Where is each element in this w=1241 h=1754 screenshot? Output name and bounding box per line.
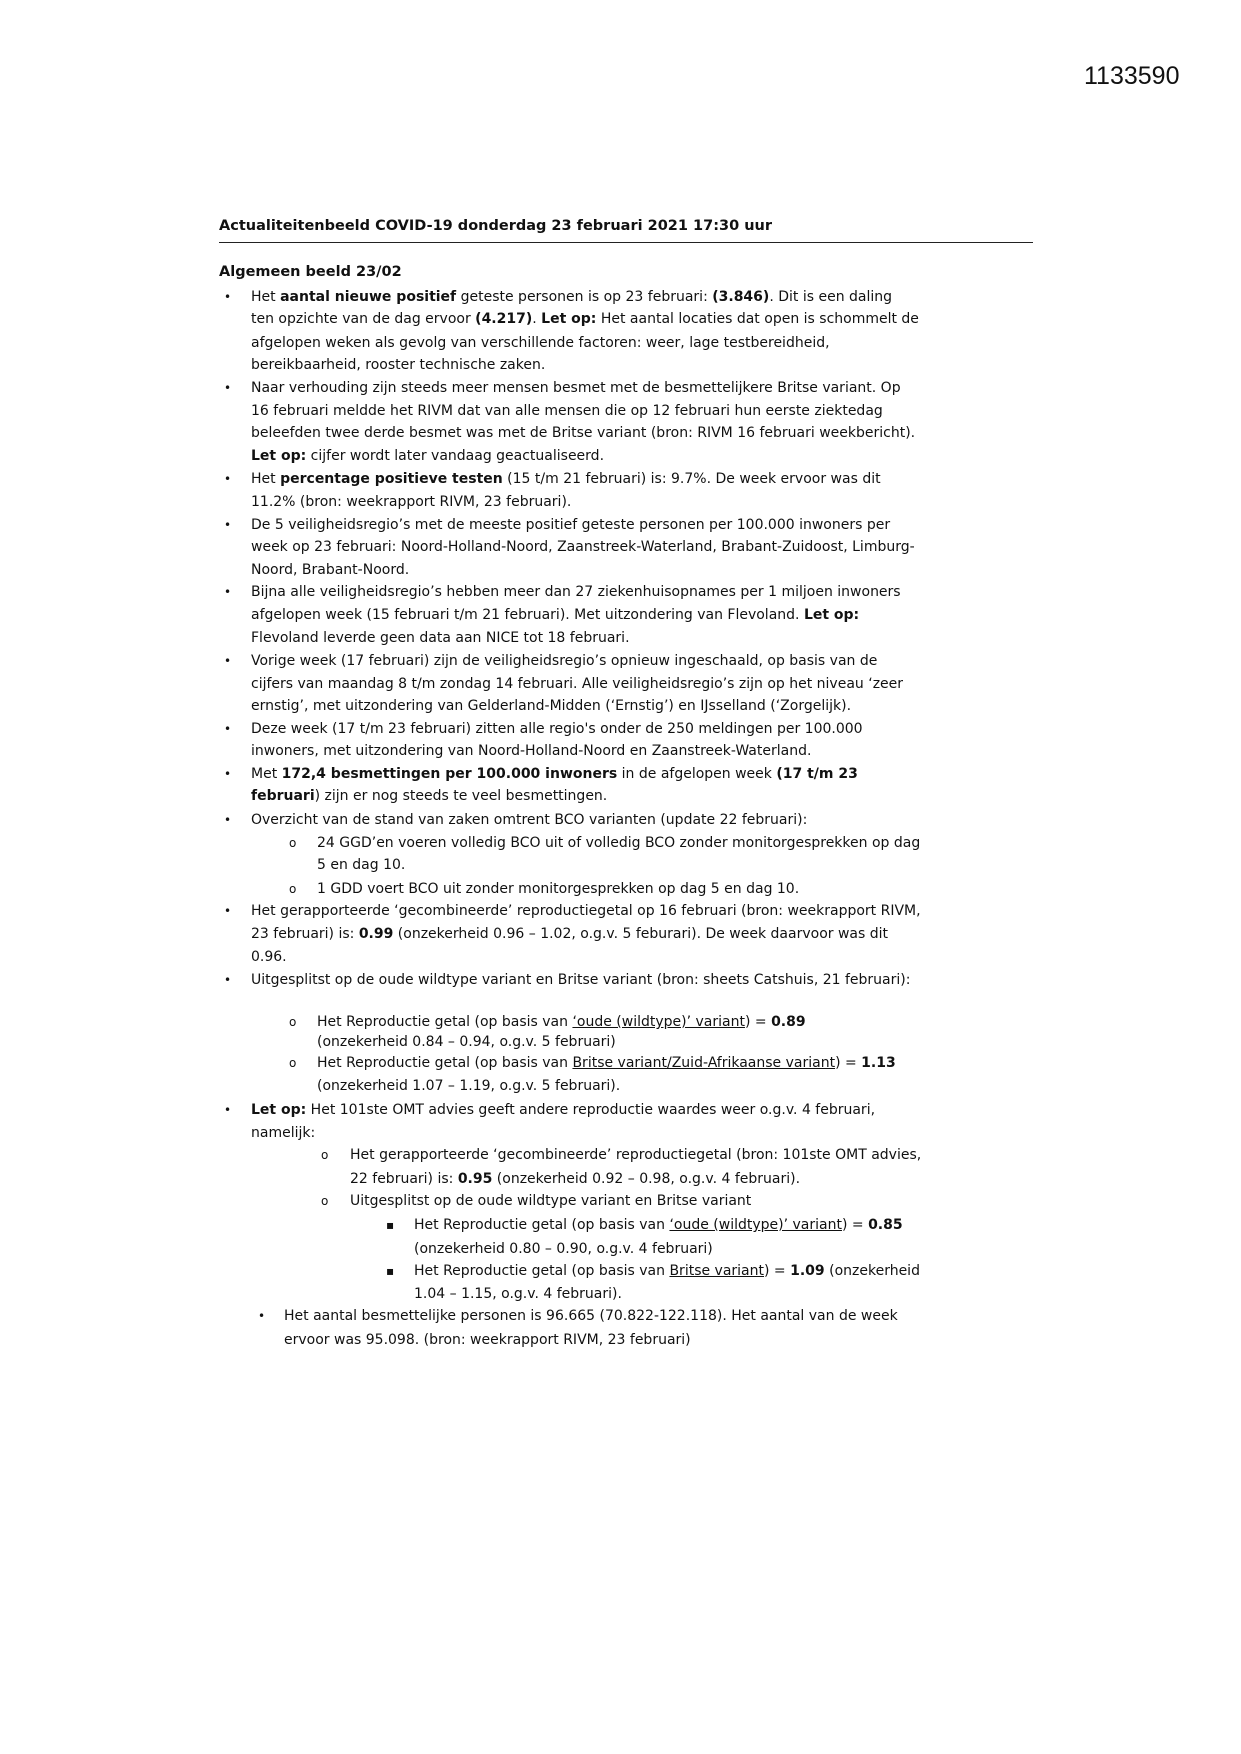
text-segment: (onzekerheid 0.84 – 0.94, o.g.v. 5 februari) bbox=[317, 1034, 616, 1050]
underlined-text: Britse variant bbox=[669, 1263, 765, 1279]
text-line bbox=[251, 332, 830, 354]
bullet-icon: • bbox=[258, 1309, 266, 1323]
text-segment: Het bbox=[251, 289, 281, 305]
bold-text: februari bbox=[251, 788, 315, 804]
bullet-icon: • bbox=[224, 290, 232, 304]
document-number: 1133590 bbox=[1084, 62, 1180, 90]
text-line bbox=[251, 946, 287, 968]
text-segment: Vorige week (17 februari) zijn de veiligheidsregio’s opnieuw ingeschaald, op basis van de bbox=[251, 653, 878, 669]
text-line bbox=[251, 354, 545, 376]
text-line bbox=[251, 673, 903, 695]
text-line bbox=[251, 650, 877, 672]
bold-text: Let op: bbox=[251, 448, 307, 464]
text-segment: geteste personen is op 23 februari: bbox=[456, 289, 713, 305]
bold-text: (3.846) bbox=[712, 289, 770, 305]
text-line bbox=[251, 740, 811, 762]
text-segment: ) = bbox=[744, 1014, 772, 1030]
text-segment: De 5 veiligheidsregio’s met de meeste positief geteste personen per 100.000 inwoners per bbox=[251, 517, 891, 533]
text-segment: beleefden twee derde besmet was met de Britse variant (bron: RIVM 16 februari weekbericht). bbox=[251, 425, 916, 441]
text-line bbox=[251, 695, 851, 717]
text-line bbox=[350, 1168, 800, 1190]
text-segment: ervoor was 95.098. (bron: weekrapport RIVM, 23 februari) bbox=[284, 1332, 691, 1348]
text-segment: Het Reproductie getal (op basis van bbox=[317, 1055, 573, 1071]
section-heading: Algemeen beeld 23/02 bbox=[219, 264, 402, 280]
text-line bbox=[251, 785, 607, 807]
underlined-text: Britse variant/Zuid-Afrikaanse variant bbox=[572, 1055, 836, 1071]
text-segment: ) = bbox=[764, 1263, 791, 1279]
title-divider bbox=[219, 242, 1033, 243]
text-line bbox=[251, 969, 910, 991]
circle-bullet-icon: o bbox=[289, 1015, 297, 1029]
text-segment: 23 februari) is: bbox=[251, 926, 359, 942]
text-segment: Het 101ste OMT advies geeft andere reproductie waardes weer o.g.v. 4 februari, bbox=[306, 1102, 876, 1118]
text-segment: Naar verhouding zijn steeds meer mensen besmet met de besmettelijkere Britse variant. Op bbox=[251, 380, 901, 396]
bold-text: (4.217) bbox=[475, 311, 533, 327]
text-line bbox=[251, 559, 409, 581]
text-segment: (onzekerheid 1.07 – 1.19, o.g.v. 5 februari). bbox=[317, 1078, 621, 1094]
bold-text: 0.89 bbox=[771, 1014, 806, 1030]
text-line bbox=[251, 400, 883, 422]
bullet-icon: • bbox=[224, 381, 232, 395]
text-line bbox=[317, 1075, 620, 1097]
text-segment: 0.96. bbox=[251, 949, 287, 965]
text-segment: inwoners, met uitzondering van Noord-Holland-Noord en Zaanstreek-Waterland. bbox=[251, 743, 812, 759]
text-segment: 16 februari meldde het RIVM dat van alle mensen die op 12 februari hun eerste ziektedag bbox=[251, 403, 883, 419]
text-segment: Het aantal locaties dat open is schommelt de bbox=[596, 311, 919, 327]
text-segment: week op 23 februari: Noord-Holland-Noord, Zaanstreek-Waterland, Brabant-Zuidoost, Limburg- bbox=[251, 539, 915, 555]
bullet-icon: • bbox=[224, 767, 232, 781]
text-segment: Flevoland leverde geen data aan NICE tot 18 februari. bbox=[251, 630, 630, 646]
bullet-icon: • bbox=[224, 904, 232, 918]
text-line bbox=[284, 1329, 691, 1351]
bold-text: Let op: bbox=[541, 311, 597, 327]
text-line bbox=[251, 445, 604, 467]
text-segment: (onzekerheid bbox=[824, 1263, 920, 1279]
text-line bbox=[251, 604, 859, 626]
text-segment: Het aantal besmettelijke personen is 96.665 (70.822-122.118). Het aantal van de week bbox=[284, 1308, 898, 1324]
circle-bullet-icon: o bbox=[321, 1148, 329, 1162]
text-line bbox=[251, 581, 901, 603]
text-line bbox=[284, 1305, 898, 1327]
text-segment: Het Reproductie getal (op basis van bbox=[414, 1263, 670, 1279]
text-line bbox=[317, 878, 799, 900]
bold-text: Let op: bbox=[251, 1102, 307, 1118]
bullet-icon: • bbox=[224, 722, 232, 736]
text-line bbox=[414, 1238, 713, 1260]
bullet-icon: • bbox=[224, 973, 232, 987]
bullet-icon: • bbox=[224, 472, 232, 486]
text-segment: ) zijn er nog steeds te veel besmettingen. bbox=[314, 788, 608, 804]
text-segment: (onzekerheid 0.92 – 0.98, o.g.v. 4 februari). bbox=[492, 1171, 801, 1187]
underlined-text: ‘oude (wildtype)’ variant bbox=[669, 1217, 842, 1233]
bold-text: 0.95 bbox=[457, 1171, 493, 1187]
text-segment: Het gerapporteerde ‘gecombineerde’ reproductiegetal op 16 februari (bron: weekrapport RIVM, bbox=[251, 903, 921, 919]
text-line bbox=[251, 627, 630, 649]
bullet-icon: • bbox=[224, 1103, 232, 1117]
text-line bbox=[251, 308, 919, 330]
bold-text: percentage positieve testen bbox=[280, 471, 503, 487]
text-segment: 1.04 – 1.15, o.g.v. 4 februari). bbox=[414, 1286, 622, 1302]
text-segment: Uitgesplitst op de oude wildtype variant en Britse variant (bron: sheets Catshuis, 21 februari): bbox=[251, 972, 911, 988]
bold-text: 0.99 bbox=[358, 926, 394, 942]
text-line bbox=[251, 718, 863, 740]
text-line bbox=[251, 1122, 315, 1144]
text-segment: Bijna alle veiligheidsregio’s hebben meer dan 27 ziekenhuisopnames per 1 miljoen inwoners bbox=[251, 584, 901, 600]
square-bullet-icon: ▪ bbox=[386, 1264, 395, 1278]
text-line bbox=[317, 832, 920, 854]
underlined-text: ‘oude (wildtype)’ variant bbox=[572, 1014, 745, 1030]
text-segment: cijfers van maandag 8 t/m zondag 14 februari. Alle veiligheidsregio’s zijn op het niveau ‘zeer bbox=[251, 676, 904, 692]
text-segment: namelijk: bbox=[251, 1125, 316, 1141]
text-segment: 22 februari) is: bbox=[350, 1171, 458, 1187]
text-line bbox=[317, 854, 405, 876]
text-line bbox=[317, 1052, 896, 1074]
bold-text: aantal nieuwe positief bbox=[280, 289, 457, 305]
bold-text: 0.85 bbox=[868, 1217, 903, 1233]
text-segment: (15 t/m 21 februari) is: 9.7%. De week ervoor was dit bbox=[502, 471, 881, 487]
text-segment: afgelopen week (15 februari t/m 21 februari). Met uitzondering van Flevoland. bbox=[251, 607, 804, 623]
circle-bullet-icon: o bbox=[321, 1194, 329, 1208]
text-segment: Deze week (17 t/m 23 februari) zitten alle regio's onder de 250 meldingen per 100.000 bbox=[251, 721, 863, 737]
text-segment: 1 GDD voert BCO uit zonder monitorgesprekken op dag 5 en dag 10. bbox=[317, 881, 800, 897]
text-segment: ) = bbox=[835, 1055, 862, 1071]
circle-bullet-icon: o bbox=[289, 1056, 297, 1070]
text-line bbox=[414, 1214, 903, 1236]
text-segment: Het Reproductie getal (op basis van bbox=[414, 1217, 670, 1233]
text-line bbox=[251, 536, 915, 558]
text-line bbox=[251, 923, 888, 945]
text-line bbox=[317, 1011, 806, 1033]
text-segment: Het Reproductie getal (op basis van bbox=[317, 1014, 573, 1030]
text-segment: afgelopen weken als gevolg van verschillende factoren: weer, lage testbereidheid, bbox=[251, 335, 830, 351]
square-bullet-icon: ▪ bbox=[386, 1218, 395, 1232]
page-title: Actualiteitenbeeld COVID-19 donderdag 23 februari 2021 17:30 uur bbox=[219, 218, 773, 234]
bold-text: (17 t/m 23 bbox=[776, 766, 858, 782]
text-segment: ernstig’, met uitzondering van Gelderland-Midden (‘Ernstig’) en IJsselland (‘Zorgelijk). bbox=[251, 698, 852, 714]
text-line bbox=[251, 900, 921, 922]
bullet-icon: • bbox=[224, 585, 232, 599]
text-line bbox=[251, 1099, 875, 1121]
text-segment: Overzicht van de stand van zaken omtrent BCO varianten (update 22 februari): bbox=[251, 812, 808, 828]
text-line bbox=[251, 286, 892, 308]
text-segment: (onzekerheid 0.96 – 1.02, o.g.v. 5 feburari). De week daarvoor was dit bbox=[393, 926, 889, 942]
text-segment: . Dit is een daling bbox=[769, 289, 893, 305]
text-segment: (onzekerheid 0.80 – 0.90, o.g.v. 4 februari) bbox=[414, 1241, 713, 1257]
text-segment: Het gerapporteerde ‘gecombineerde’ reproductiegetal (bron: 101ste OMT advies, bbox=[350, 1147, 922, 1163]
text-segment: 5 en dag 10. bbox=[317, 857, 406, 873]
text-line bbox=[350, 1190, 751, 1212]
text-line bbox=[251, 491, 571, 513]
text-line bbox=[350, 1144, 921, 1166]
text-line bbox=[414, 1283, 622, 1305]
text-segment: Uitgesplitst op de oude wildtype variant en Britse variant bbox=[350, 1193, 752, 1209]
text-line bbox=[251, 763, 858, 785]
text-line bbox=[251, 377, 901, 399]
text-segment: ) = bbox=[841, 1217, 869, 1233]
bold-text: Let op: bbox=[803, 607, 860, 623]
bullet-icon: • bbox=[224, 654, 232, 668]
text-line bbox=[251, 809, 807, 831]
text-segment: Met bbox=[251, 766, 282, 782]
bold-text: 172,4 besmettingen per 100.000 inwoners bbox=[281, 766, 618, 782]
text-segment: 11.2% (bron: weekrapport RIVM, 23 februari). bbox=[251, 494, 572, 510]
text-segment: cijfer wordt later vandaag geactualiseerd. bbox=[306, 448, 605, 464]
text-line bbox=[251, 468, 881, 490]
bullet-icon: • bbox=[224, 518, 232, 532]
text-segment: Noord, Brabant-Noord. bbox=[251, 562, 410, 578]
text-segment: bereikbaarheid, rooster technische zaken. bbox=[251, 357, 546, 373]
text-line bbox=[251, 422, 915, 444]
text-segment: 24 GGD’en voeren volledig BCO uit of volledig BCO zonder monitorgesprekken op dag bbox=[317, 835, 921, 851]
bullet-icon: • bbox=[224, 813, 232, 827]
text-segment: . bbox=[532, 311, 542, 327]
text-line bbox=[414, 1260, 920, 1282]
text-line bbox=[317, 1031, 616, 1053]
bold-text: 1.13 bbox=[861, 1055, 896, 1071]
circle-bullet-icon: o bbox=[289, 836, 297, 850]
circle-bullet-icon: o bbox=[289, 882, 297, 896]
text-segment: ten opzichte van de dag ervoor bbox=[251, 311, 476, 327]
text-line bbox=[251, 514, 890, 536]
text-segment: Het bbox=[251, 471, 281, 487]
bold-text: 1.09 bbox=[790, 1263, 825, 1279]
text-segment: in de afgelopen week bbox=[617, 766, 777, 782]
